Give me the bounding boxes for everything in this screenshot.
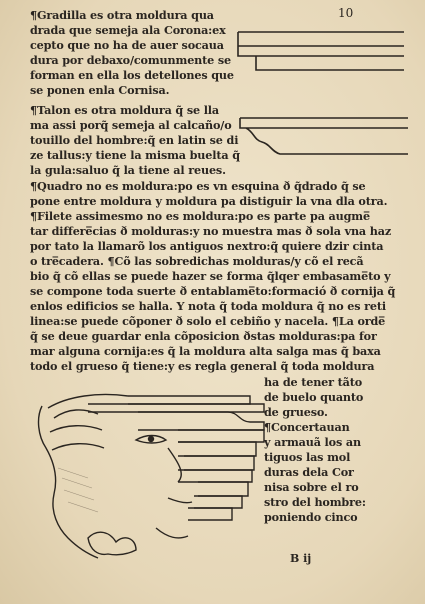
gradilla-profile-diagram — [236, 26, 406, 81]
text-line: de buelo quanto — [264, 390, 364, 404]
text-line: o tre̅cadera. ¶Cõ las sobredichas molduras/y cõ el recã — [30, 254, 364, 268]
cornice-face-woodcut — [28, 378, 268, 563]
text-line: todo el grueso q̃ tiene:y es regla general q̃ toda moldura — [30, 359, 375, 373]
text-line: se ponen enla Cornisa. — [30, 83, 170, 97]
text-line: linea:se puede cõponer ð solo el cebiño y nacela. ¶La orde̅ — [30, 314, 386, 328]
text-line: bio q̃ cõ ellas se puede hazer se forma q̃lqer embasame̅to y — [30, 269, 391, 283]
text-line: ¶Gradilla es otra moldura qua — [30, 8, 214, 22]
text-line: poniendo cinco — [264, 510, 358, 524]
text-line: q̃ se deue guardar enla cõposicion ðstas molduras:pa for — [30, 329, 377, 343]
text-line: cepto que no ha de auer socaua — [30, 38, 224, 52]
text-line: tar differe̅cias ð molduras:y no muestra mas ð sola vna haz — [30, 224, 392, 238]
text-line: de grueso. — [264, 405, 328, 419]
text-line: duras dela Cor — [264, 465, 354, 479]
text-line: enlos edificios se halla. Y nota q̃ toda moldura q̃ no es reti — [30, 299, 386, 313]
text-line: nisa sobre el ro — [264, 480, 359, 494]
text-line: pone entre moldura y moldura pa distiguir la vna dla otra. — [30, 194, 388, 208]
text-line: ma assi porq̃ semeja al calcaño/o — [30, 118, 232, 132]
text-line: tiguos las mol — [264, 450, 351, 464]
text-line: por tato la llamarõ los antiguos nextro:q̃ quiere dzir cinta — [30, 239, 384, 253]
text-line: ze tallus:y tiene la misma buelta q̃ — [30, 148, 240, 162]
text-line: la gula:saluo q̃ la tiene al reues. — [30, 163, 226, 177]
signature-mark: B ij — [290, 552, 312, 565]
text-line: ¶Filete assimesmo no es moldura:po es parte pa augme̅ — [30, 209, 370, 223]
text-line: mar alguna cornija:es q̃ la moldura alta salga mas q̃ baxa — [30, 344, 381, 358]
text-line: dura por debaxo/comunmente se — [30, 53, 232, 67]
text-line: ha de tener tãto — [264, 375, 363, 389]
text-line: ¶Quadro no es moldura:po es vn esquina ð q̃drado q̃ se — [30, 179, 366, 193]
text-line: ¶Concertauan — [264, 420, 350, 434]
talon-profile-diagram — [236, 110, 411, 165]
text-line: drada que semeja ala Corona:ex — [30, 23, 226, 37]
text-line: y armauã los an — [264, 435, 361, 449]
text-line: se compone toda suerte ð entablame̅to:formació ð cornija q̃ — [30, 284, 396, 298]
text-line: stro del hombre: — [264, 495, 366, 509]
text-line: ¶Talon es otra moldura q̃ se lla — [30, 103, 220, 117]
text-line: forman en ella los detellones que — [30, 68, 234, 82]
folio-number: 10 — [338, 6, 354, 20]
text-line: touillo del hombre:q̃ en latin se di — [30, 133, 239, 147]
